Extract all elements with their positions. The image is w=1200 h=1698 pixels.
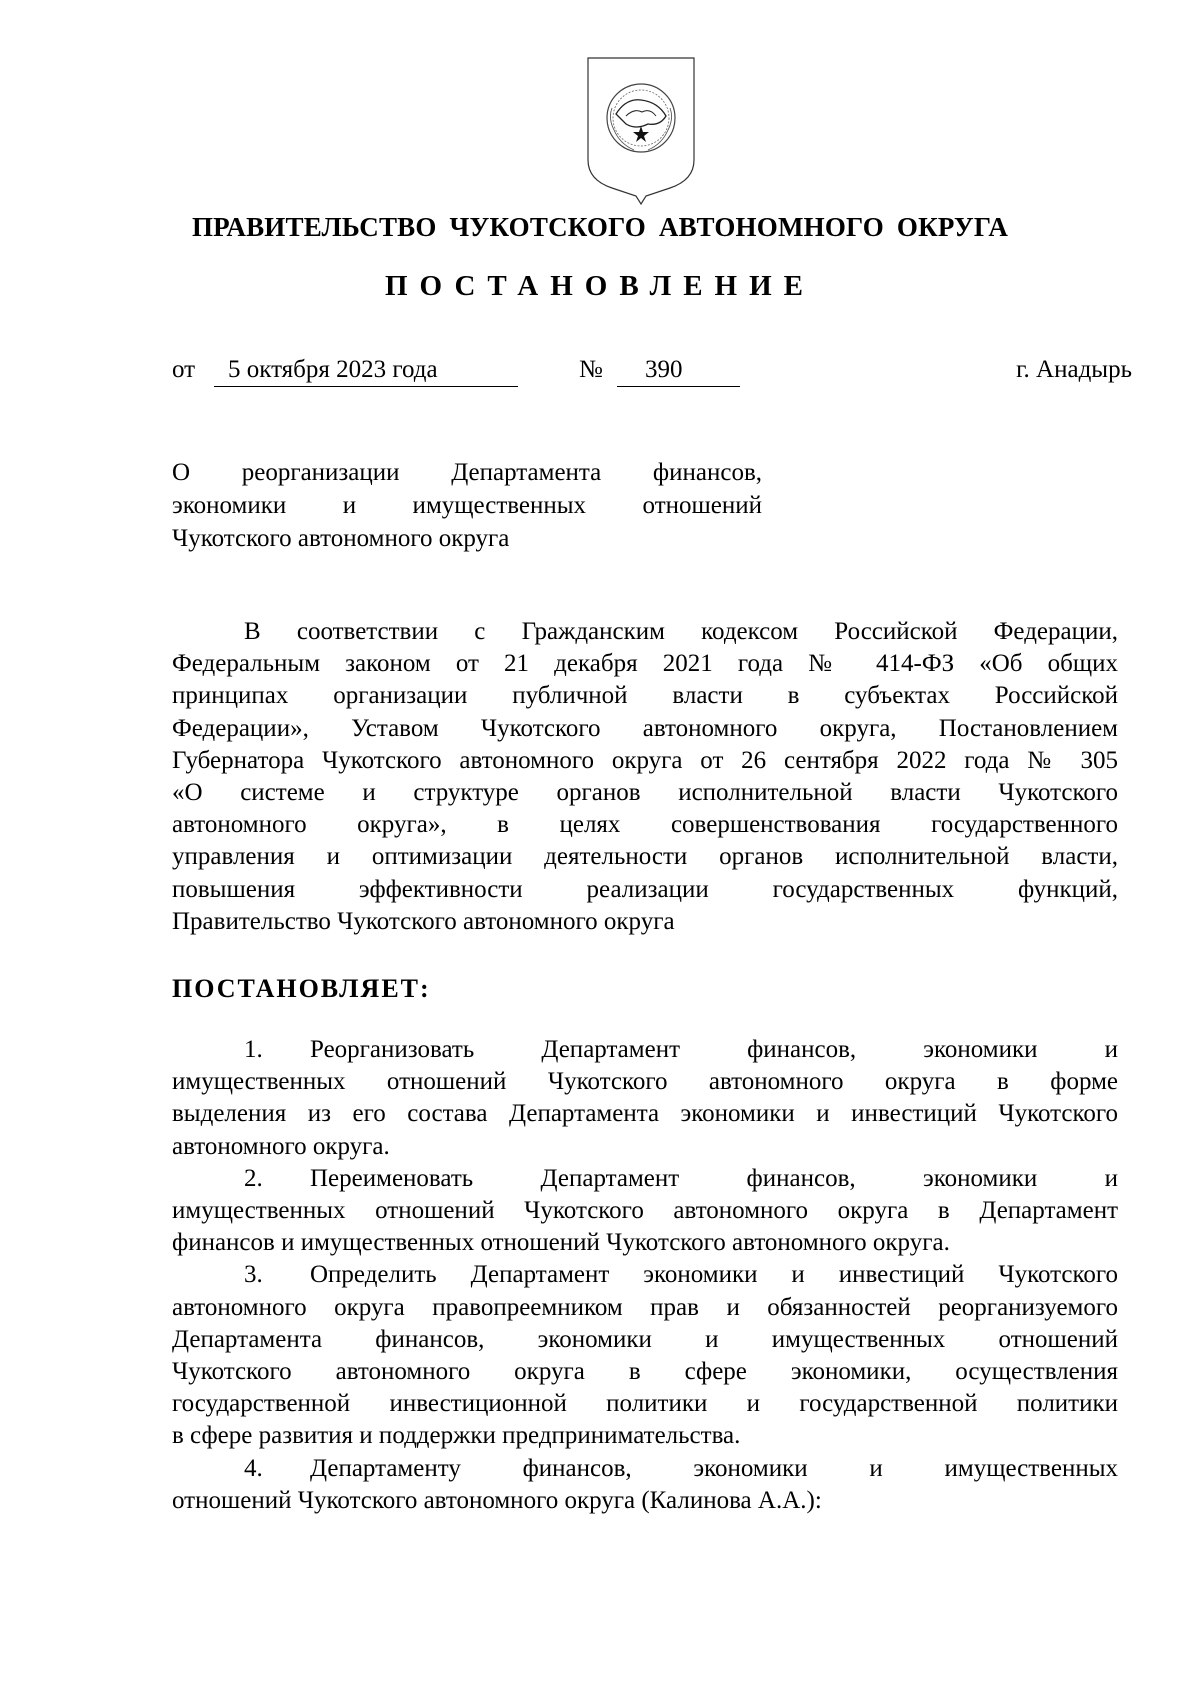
item-first-line: Определить Департамент экономики и инвестиций Чукотского (310, 1261, 1118, 1289)
resolution-items (172, 1034, 1118, 1517)
item-number: 3. (244, 1261, 263, 1289)
resolves-heading: ПОСТАНОВЛЯЕТ: (172, 974, 431, 1003)
number-field (617, 356, 740, 387)
list-item (172, 1453, 1118, 1485)
document-number: 390 (645, 356, 683, 383)
preamble-line: Губернатора Чукотского автономного округа от 26 сентября 2022 года № 305 (172, 746, 1118, 774)
item-line: в сфере развития и поддержки предпринимательства. (172, 1422, 741, 1450)
item-number: 2. (244, 1164, 263, 1192)
item-line: автономного округа. (172, 1132, 390, 1160)
date-field (214, 356, 518, 387)
number-prefix-label: № (579, 356, 603, 383)
item-number: 1. (244, 1036, 263, 1063)
preamble-line: управления и оптимизации деятельности органов исполнительной власти, (172, 843, 1118, 871)
item-first-line: Департаменту финансов, экономики и имущественных (310, 1454, 1118, 1482)
preamble-line: повышения эффективности реализации государственных функций, (172, 875, 1118, 903)
list-item (172, 1034, 1118, 1066)
document-city: г. Анадырь (1016, 356, 1132, 383)
document-date: 5 октября 2023 года (228, 356, 438, 383)
date-prefix-label: от (172, 356, 196, 383)
preamble (172, 616, 1118, 938)
subject-line: О реорганизации Департамента финансов, (172, 459, 762, 486)
item-line: государственной инвестиционной политики и государственной политики (172, 1390, 1118, 1418)
item-line: отношений Чукотского автономного округа (Калинова А.А.): (172, 1486, 822, 1514)
preamble-line: «О системе и структуре органов исполнительной власти Чукотского (172, 779, 1118, 807)
item-line: Департамента финансов, экономики и имущественных отношений (172, 1325, 1118, 1353)
list-item (172, 1163, 1118, 1195)
preamble-line: Правительство Чукотского автономного округа (172, 907, 675, 935)
item-line: имущественных отношений Чукотского автономного округа в Департамент (172, 1197, 1118, 1225)
preamble-line: принципах организации публичной власти в субъектах Российской (172, 682, 1118, 710)
item-line: имущественных отношений Чукотского автономного округа в форме (172, 1068, 1118, 1096)
item-number: 4. (244, 1454, 263, 1482)
preamble-line: В соответствии с Гражданским кодексом Российской Федерации, (244, 618, 1118, 645)
document-type-title: ПОСТАНОВЛЕНИЕ (384, 270, 815, 302)
coat-of-arms-emblem (586, 56, 696, 206)
preamble-line: Федерации», Уставом Чукотского автономного округа, Постановлением (172, 714, 1118, 742)
subject-line: экономики и имущественных отношений (172, 492, 762, 519)
item-line: Чукотского автономного округа в сфере экономики, осуществления (172, 1358, 1118, 1386)
item-line: выделения из его состава Департамента экономики и инвестиций Чукотского (172, 1100, 1118, 1128)
item-first-line: Реорганизовать Департамент финансов, экономики и (310, 1036, 1118, 1063)
list-item (172, 1259, 1118, 1291)
subject-line: Чукотского автономного округа (172, 525, 510, 552)
preamble-line: Федеральным законом от 21 декабря 2021 года № 414-ФЗ «Об общих (172, 650, 1118, 678)
item-line: автономного округа правопреемником прав и обязанностей реорганизуемого (172, 1293, 1118, 1321)
preamble-line: автономного округа», в целях совершенствования государственного (172, 811, 1118, 839)
document-subject (172, 456, 762, 555)
item-line: финансов и имущественных отношений Чукотского автономного округа. (172, 1229, 950, 1257)
government-title: ПРАВИТЕЛЬСТВО ЧУКОТСКОГО АВТОНОМНОГО ОКРУГА (191, 212, 1009, 242)
document-meta (172, 356, 1132, 396)
item-first-line: Переименовать Департамент финансов, экономики и (310, 1164, 1118, 1192)
